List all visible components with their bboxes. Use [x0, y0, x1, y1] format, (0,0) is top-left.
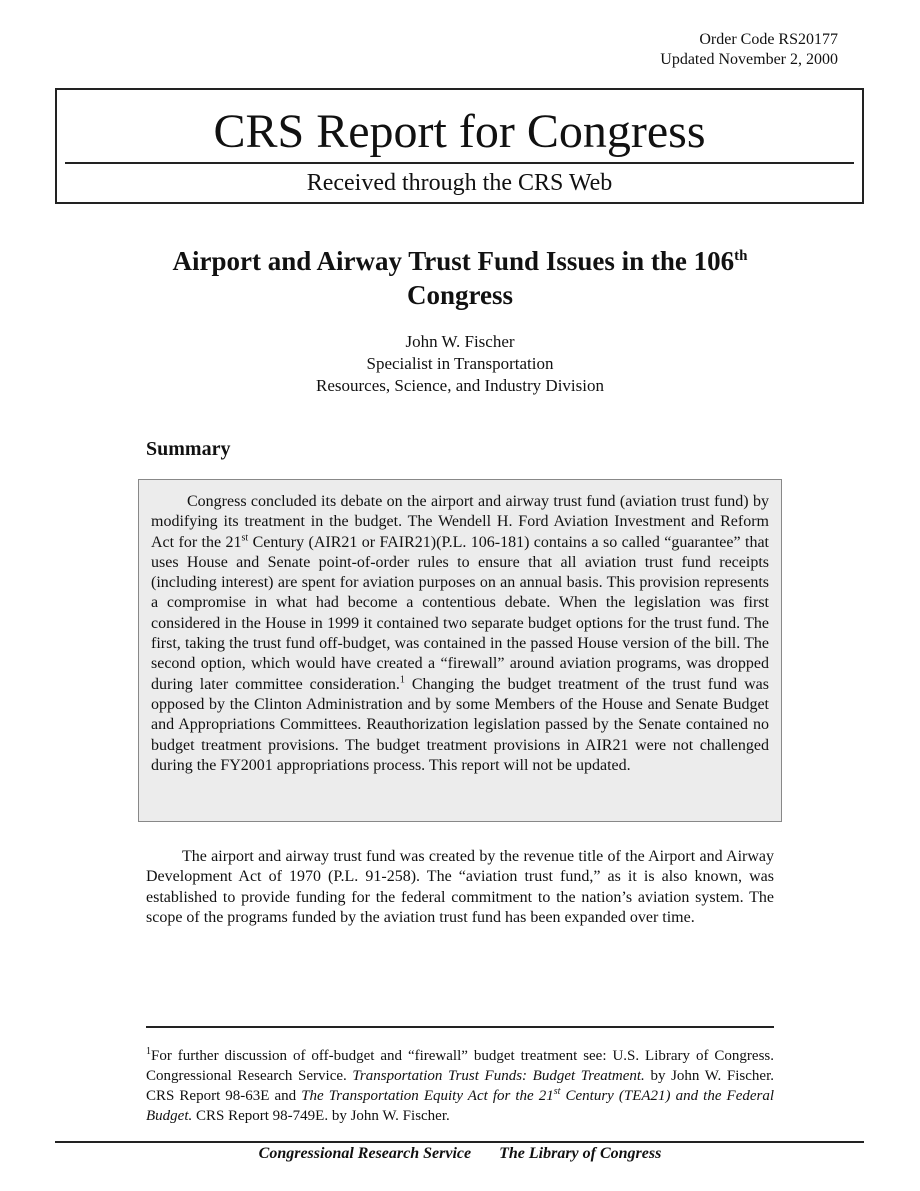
summary-part-1: Congress concluded its debate on the airport and airway trust fund (aviation trust fund) by modifying its treatment in the budget. The Wendell H. Ford Aviation Investment and Reform Act for the 21 — [151, 493, 769, 551]
author-division: Resources, Science, and Industry Division — [316, 376, 604, 395]
page-footer — [0, 1144, 920, 1164]
footnote-mark: 1 — [146, 1046, 151, 1057]
footer-loc: The Library of Congress — [499, 1145, 662, 1162]
footnote-citation-1: Transportation Trust Funds: Budget Treatment. — [352, 1068, 645, 1084]
report-title-line2: Congress — [406, 280, 513, 310]
banner-subtitle: Received through the CRS Web — [306, 170, 613, 196]
banner-title: CRS Report for Congress — [213, 105, 706, 158]
footnote-text-c: CRS Report 98-749E. by John W. Fischer. — [192, 1108, 450, 1124]
report-title — [100, 244, 820, 312]
footnote-divider — [146, 1026, 774, 1028]
summary-heading: Summary — [146, 438, 231, 460]
footnote-text-b: by John W. Fischer. CRS Report 98-63E and — [146, 1068, 774, 1104]
order-info — [660, 30, 838, 70]
author-block — [0, 331, 920, 397]
crs-banner — [55, 88, 864, 204]
footnote-text-a: For further discussion of off-budget and “firewall” budget treatment see: U.S. Library of Congress. Congressional Research Service. — [146, 1048, 774, 1084]
summary-text — [151, 492, 769, 776]
report-title-sup: th — [734, 248, 748, 264]
footnote-citation-2b: Century (TEA21) and the Federal Budget. — [146, 1088, 775, 1124]
updated-date: Updated November 2, 2000 — [660, 51, 838, 68]
footnote-citation-sup: st — [553, 1086, 561, 1097]
order-code: Order Code RS20177 — [699, 31, 838, 48]
footnote — [146, 1046, 774, 1126]
footer-divider — [55, 1141, 864, 1143]
summary-sup-st: st — [241, 532, 249, 544]
report-title-main: Airport and Airway Trust Fund Issues in the 106 — [172, 246, 735, 276]
footer-crs: Congressional Research Service — [258, 1145, 472, 1162]
summary-box — [138, 479, 782, 822]
banner-divider — [65, 162, 854, 164]
author-title: Specialist in Transportation — [366, 354, 554, 373]
summary-part-2: Century (AIR21 or FAIR21)(P.L. 106-181) contains a so called “guarantee” that uses House and Senate point-of-order rules to ensure that all aviation trust fund receipts (including interest) are spent for aviation purposes on an annual basis. This provision represents a compromise in what had become a contentious debate. When the legislation was first considered in the House in 1999 it contained two separate budget options for the trust fund. The first, taking the trust fund off-budget, was contained in the passed House version of the bill. The second option, which would have created a “firewall” around aviation programs, was dropped during later committee consideration. — [151, 533, 769, 693]
summary-part-3: Changing the budget treatment of the trust fund was opposed by the Clinton Administration and by some Members of the House and Senate Budget and Appropriations Committees. Reauthorization legislation passed by the Senate contained no budget treatment provisions. The budget treatment provisions in AIR21 were not challenged during the FY2001 appropriations process. This report will not be updated. — [151, 675, 769, 774]
author-name: John W. Fischer — [405, 332, 515, 351]
body-paragraph: The airport and airway trust fund was created by the revenue title of the Airport and Airway Development Act of 1970 (P.L. 91-258). The “aviation trust fund,” as it is also known, was established to provide funding for the federal commitment to the nation’s aviation system. The scope of the programs funded by the aviation trust fund has been expanded over time. — [146, 848, 774, 926]
footnote-citation-2a: The Transportation Equity Act for the 21 — [301, 1088, 554, 1104]
footnote-reference[interactable]: 1 — [399, 674, 405, 686]
